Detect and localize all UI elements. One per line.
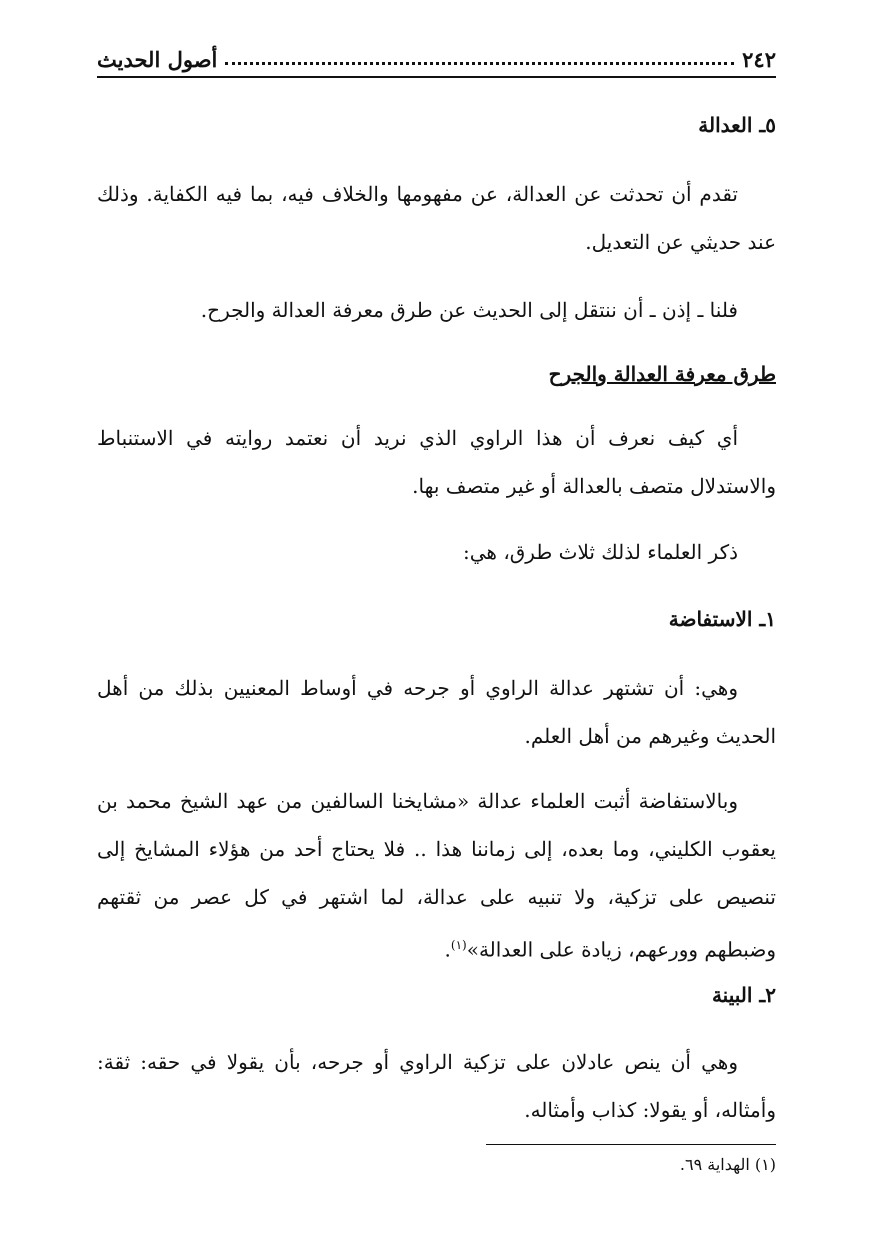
running-header (97, 38, 776, 72)
paragraph-istifada-def: وهي: أن تشتهر عدالة الراوي أو جرحه في أوساط المعنيين بذلك من أهل الحديث وغيرهم من أهل العلم. (97, 676, 776, 748)
header-rule (97, 76, 776, 78)
book-title: أصول الحديث (97, 47, 218, 72)
page-number: ٢٤٢ (742, 47, 776, 72)
quote-end: . (444, 937, 451, 962)
leader-dots (225, 62, 734, 65)
paragraph-adala-intro: تقدم أن تحدثت عن العدالة، عن مفهومها والخلاف فيه، بما فيه الكفاية. وذلك عند حديثي عن التعديل. (97, 182, 776, 254)
section-heading-bayyina: ٢ـ البينة (711, 983, 776, 1007)
paragraph-methods-question: أي كيف نعرف أن هذا الراوي الذي نريد أن نعتمد روايته في الاستنباط والاستدلال متصف بالعدالة أو غير متصف بها. (97, 426, 776, 498)
footnote: (١) الهداية ٦٩. (679, 1155, 776, 1174)
paragraph-three-methods: ذكر العلماء لذلك ثلاث طرق، هي: (463, 540, 738, 564)
section-heading-adala: ٥ـ العدالة (698, 113, 776, 137)
footnote-reference: (١) (450, 938, 467, 952)
section-heading-istifada: ١ـ الاستفاضة (668, 607, 776, 631)
section-heading-methods: طرق معرفة العدالة والجرح (548, 362, 776, 386)
footnote-rule (486, 1144, 776, 1145)
paragraph-istifada-quote (97, 777, 776, 974)
paragraph-transition: فلنا ـ إذن ـ أن ننتقل إلى الحديث عن طرق معرفة العدالة والجرح. (200, 298, 738, 322)
quote-text: وبالاستفاضة أثبت العلماء عدالة «مشايخنا السالفين من عهد الشيخ محمد بن يعقوب الكليني، وما بعده، إلى زماننا هذا .. فلا يحتاج أحد من هؤلاء المشايخ إلى تنصيص على تزكية، ولا تنبيه على عدالة، لما اشتهر في كل عصر من ثقتهم وضبطهم وورعهم، زيادة على العدالة» (97, 789, 776, 962)
paragraph-bayyina-def: وهي أن ينص عادلان على تزكية الراوي أو جرحه، بأن يقولا في حقه: ثقة: وأمثاله، أو يقولا: كذاب وأمثاله. (97, 1050, 776, 1122)
